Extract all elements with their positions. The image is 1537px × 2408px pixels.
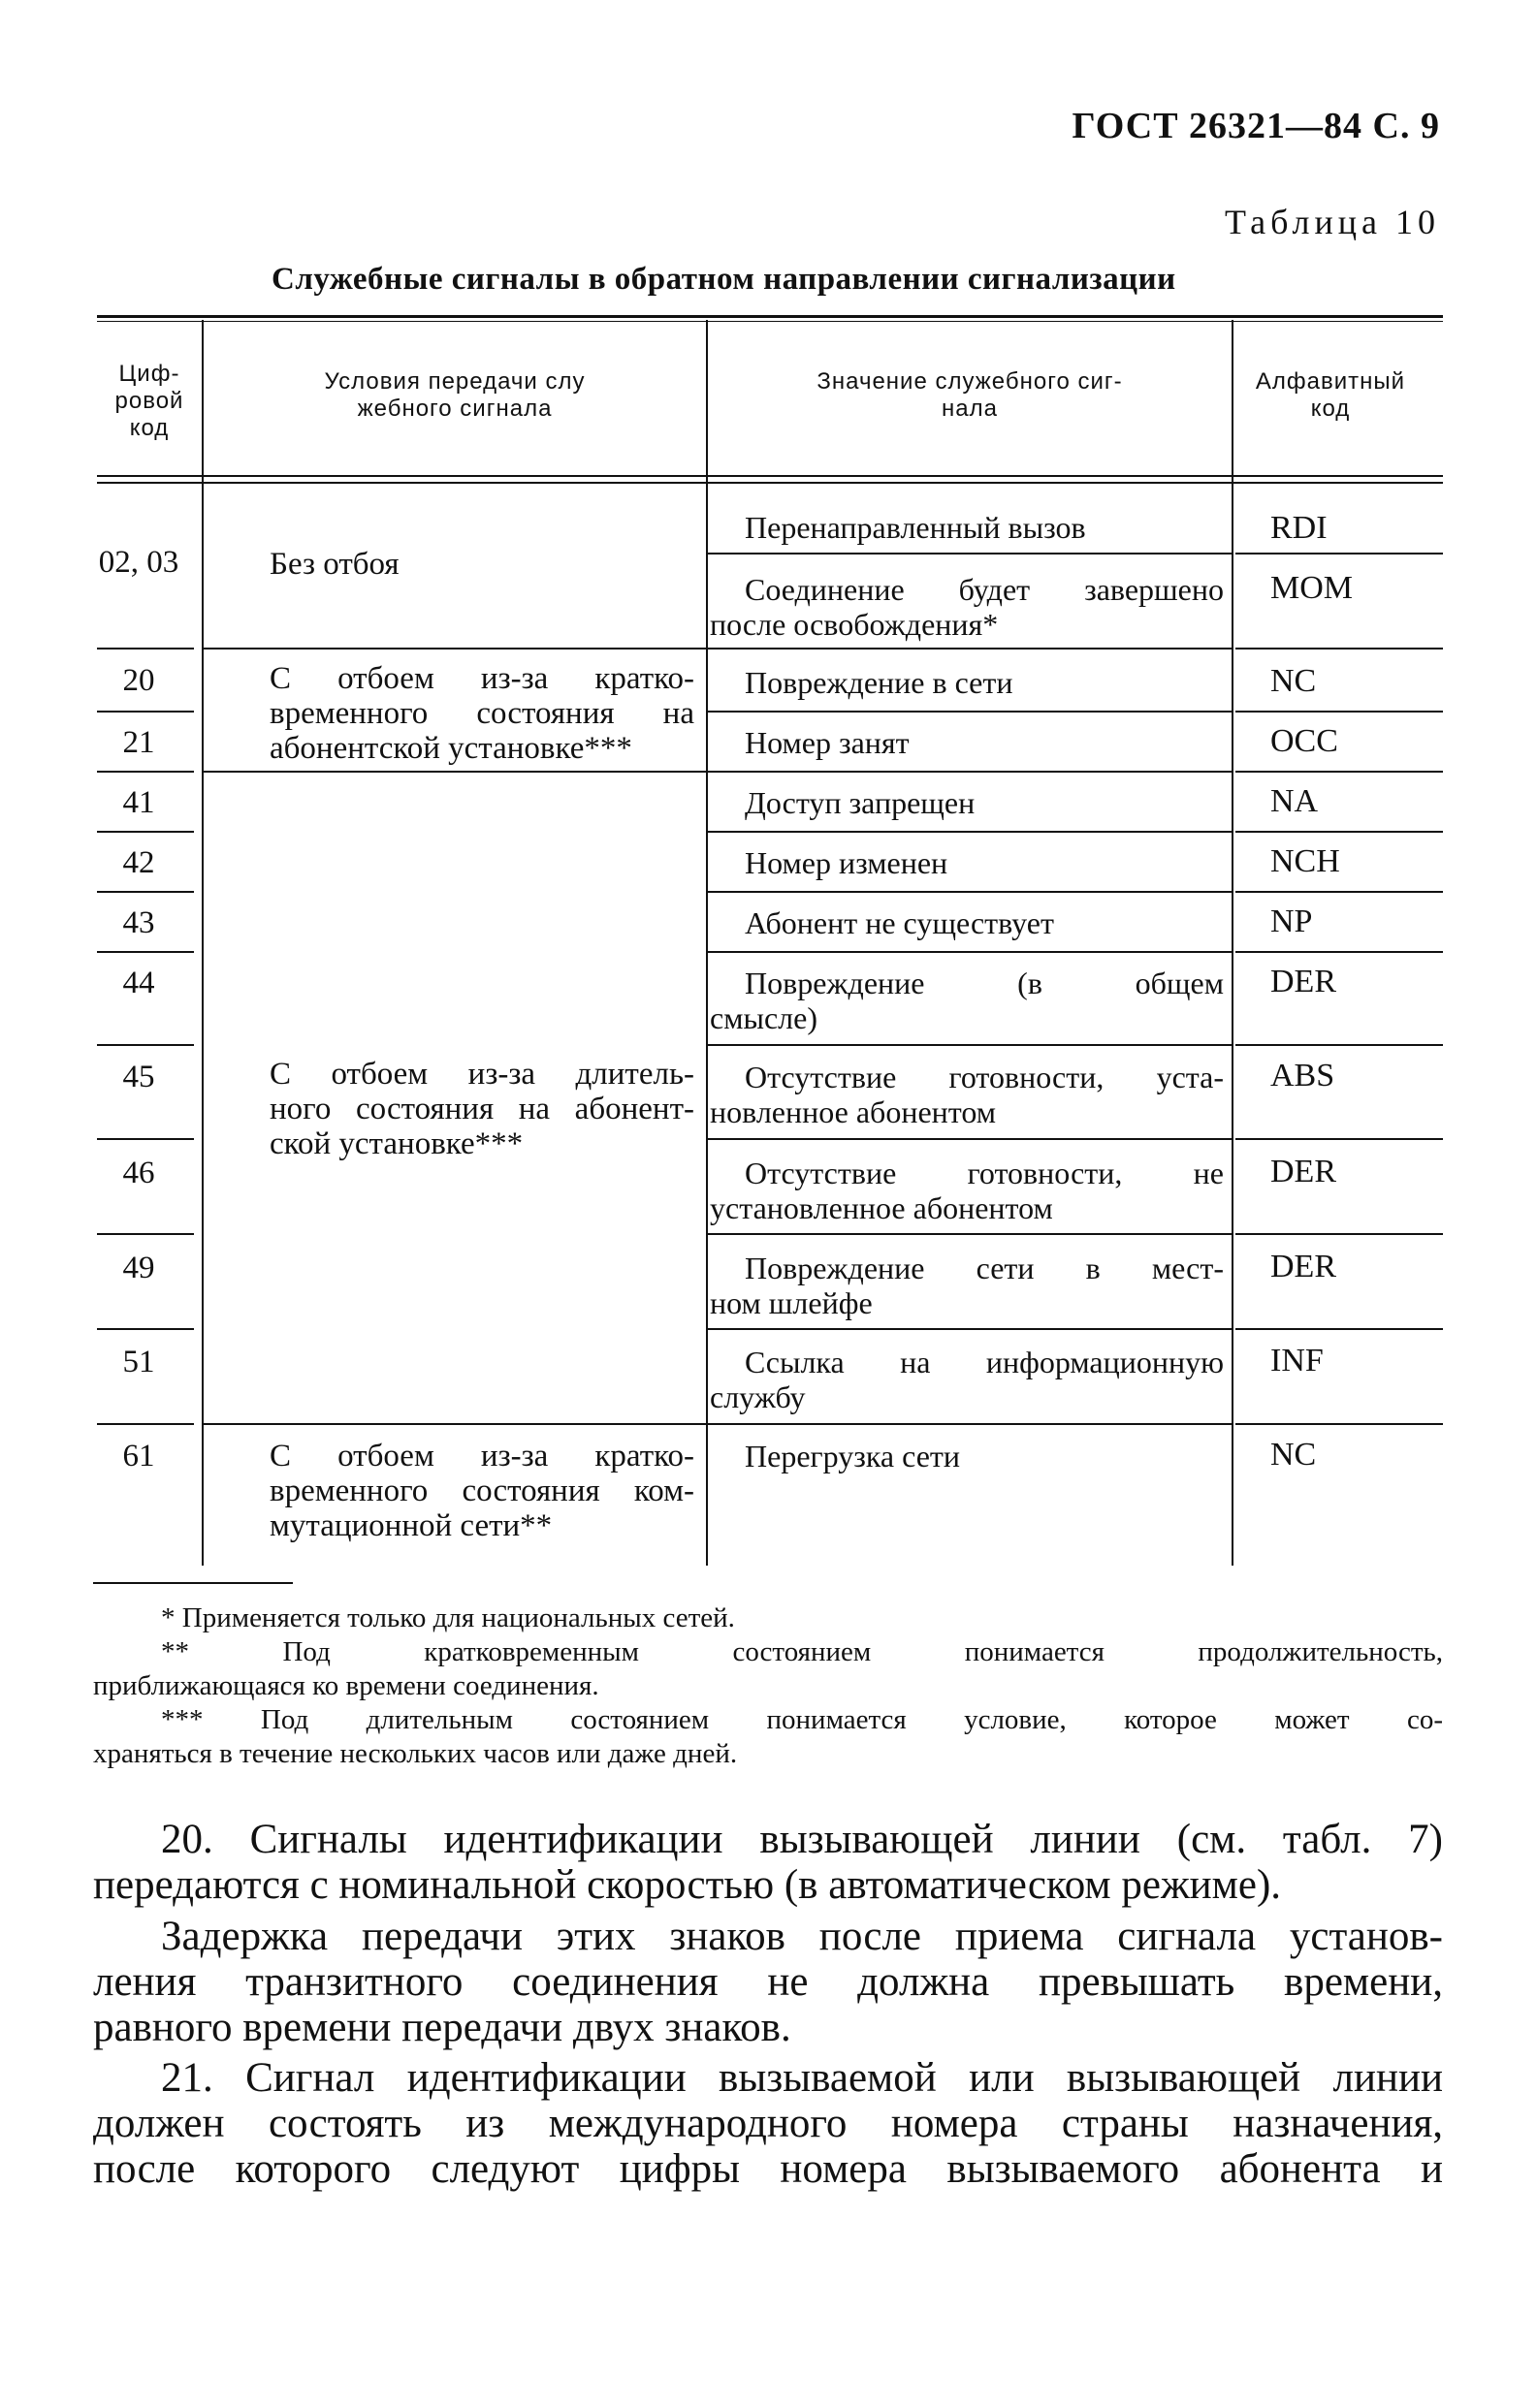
page-header: ГОСТ 26321—84 С. 9: [1072, 106, 1440, 146]
meaning-rule: [708, 1044, 1232, 1046]
alpha-rule: [1235, 1328, 1443, 1330]
table-title: Служебные сигналы в обратном направлении сигнализации: [272, 262, 1176, 297]
meaning-cell: Абонент не существует: [745, 905, 1054, 940]
paragraph-21: 21. Сигнал идентификации вызываемой или вызывающей линии должен состоять из международного номера страны назначения, после которого следуют цифры номера вызываемого абонента и: [93, 2055, 1443, 2192]
code-cell: 21: [122, 725, 155, 760]
alpha-rule: [1235, 1138, 1443, 1140]
code-cell: 46: [122, 1156, 155, 1190]
meaning-cell: Доступ запрещен: [745, 785, 976, 820]
meaning-rule: [708, 1328, 1232, 1330]
header-rule-2: [97, 482, 1443, 484]
footnote-3-cont: храняться в течение нескольких часов или даже дней.: [93, 1738, 738, 1769]
cond-rule: [204, 771, 706, 773]
paragraph-20: 20. Сигналы идентификации вызывающей линии (см. табл. 7) передаются с номинальной скоростью (в автоматическом режиме).: [93, 1817, 1443, 1908]
meaning-cell: Отсутствие готовности, не установленное абонентом: [710, 1156, 1224, 1225]
code-cell: 41: [122, 785, 155, 820]
alpha-rule: [1235, 1423, 1443, 1425]
code-rule: [97, 1328, 194, 1330]
meaning-cell: Соединение будет завершено после освобождения*: [710, 572, 1224, 642]
alpha-rule: [1235, 648, 1443, 650]
alpha-rule: [1235, 1044, 1443, 1046]
code-cell: 43: [122, 905, 155, 940]
code-cell: 49: [122, 1251, 155, 1285]
footnote-rule: [93, 1582, 293, 1584]
code-rule: [97, 648, 194, 650]
cond-rule: [204, 648, 706, 650]
condition-cell: С отбоем из-за кратко- временного состояния на абонентской установке***: [270, 661, 694, 766]
header-code: Циф- ровой код: [114, 361, 184, 441]
footnote-1: * Применяется только для национальных сетей.: [161, 1602, 735, 1633]
cond-rule: [204, 1423, 706, 1425]
meaning-cell: Номер изменен: [745, 845, 948, 880]
meaning-cell: Номер занят: [745, 725, 910, 760]
table-label: Таблица 10: [1225, 203, 1440, 241]
code-cell: 45: [122, 1060, 155, 1094]
meaning-rule: [708, 1233, 1232, 1235]
meaning-cell: Повреждение (в общем смысле): [710, 966, 1224, 1035]
meaning-rule: [708, 1138, 1232, 1140]
meaning-rule: [708, 711, 1232, 713]
code-cell: 02, 03: [98, 545, 179, 580]
header-meaning: Значение служебного сиг- нала: [817, 368, 1123, 422]
code-rule: [97, 771, 194, 773]
code-rule: [97, 891, 194, 893]
meaning-rule: [708, 831, 1232, 833]
paragraph-20-delay: Задержка передачи этих знаков после приема сигнала установ- ления транзитного соединения не должна превышать времени, равного времени передачи двух знаков.: [93, 1914, 1443, 2050]
alpha-rule: [1235, 553, 1443, 554]
alpha-rule: [1235, 1233, 1443, 1235]
alpha-code-cell: ABS: [1270, 1058, 1335, 1093]
meaning-rule: [708, 648, 1232, 650]
code-cell: 42: [122, 845, 155, 880]
header-rule: [97, 475, 1443, 477]
code-rule: [97, 711, 194, 713]
table-top-rule: [97, 315, 1443, 318]
header-alpha: Алфавитный код: [1255, 368, 1406, 422]
condition-cell: С отбоем из-за длитель- ного состояния на абонент- ской установке***: [270, 1057, 694, 1161]
alpha-rule: [1235, 891, 1443, 893]
meaning-rule: [708, 1423, 1232, 1425]
col-divider-3: [1232, 320, 1233, 1566]
code-cell: 61: [122, 1439, 155, 1473]
alpha-rule: [1235, 711, 1443, 713]
meaning-rule: [708, 771, 1232, 773]
alpha-code-cell: NC: [1270, 1437, 1317, 1473]
alpha-code-cell: OCC: [1270, 723, 1338, 759]
alpha-code-cell: NC: [1270, 663, 1317, 699]
alpha-code-cell: DER: [1270, 1249, 1336, 1284]
condition-cell: С отбоем из-за кратко- временного состояния ком- мутационной сети**: [270, 1439, 694, 1543]
alpha-code-cell: RDI: [1270, 510, 1328, 546]
col-divider-1: [202, 320, 204, 1566]
footnote-2: ** Под кратковременным состоянием понимается продолжительность,: [161, 1636, 1443, 1667]
table-top-rule-2: [97, 321, 1443, 322]
alpha-code-cell: DER: [1270, 1154, 1336, 1189]
header-conditions: Условия передачи слу жебного сигнала: [324, 368, 586, 422]
meaning-cell: Ссылка на информационную службу: [710, 1345, 1224, 1414]
meaning-cell: Перенаправленный вызов: [745, 510, 1086, 545]
code-rule: [97, 1044, 194, 1046]
meaning-rule: [708, 951, 1232, 953]
alpha-rule: [1235, 951, 1443, 953]
alpha-code-cell: NA: [1270, 783, 1319, 819]
code-rule: [97, 951, 194, 953]
footnote-3: *** Под длительным состоянием понимается условие, которое может со-: [161, 1704, 1443, 1735]
footnote-2-cont: приближающаяся ко времени соединения.: [93, 1670, 599, 1701]
alpha-code-cell: MOM: [1270, 570, 1354, 606]
code-cell: 20: [122, 663, 155, 698]
code-cell: 44: [122, 966, 155, 1000]
meaning-rule: [708, 891, 1232, 893]
alpha-code-cell: NCH: [1270, 843, 1340, 879]
code-rule: [97, 1423, 194, 1425]
alpha-rule: [1235, 831, 1443, 833]
alpha-code-cell: DER: [1270, 964, 1336, 999]
meaning-rule: [708, 553, 1232, 554]
meaning-cell: Перегрузка сети: [745, 1439, 961, 1473]
code-rule: [97, 1138, 194, 1140]
footnotes: [93, 1601, 1443, 1771]
col-divider-2: [706, 320, 708, 1566]
alpha-rule: [1235, 771, 1443, 773]
meaning-cell: Отсутствие готовности, уста- новленное абонентом: [710, 1060, 1224, 1129]
code-rule: [97, 1233, 194, 1235]
code-rule: [97, 831, 194, 833]
meaning-cell: Повреждение в сети: [745, 665, 1013, 700]
code-cell: 51: [122, 1345, 155, 1379]
alpha-code-cell: NP: [1270, 903, 1313, 939]
meaning-cell: Повреждение сети в мест- ном шлейфе: [710, 1251, 1224, 1320]
condition-cell: Без отбоя: [270, 547, 400, 582]
alpha-code-cell: INF: [1270, 1343, 1324, 1378]
